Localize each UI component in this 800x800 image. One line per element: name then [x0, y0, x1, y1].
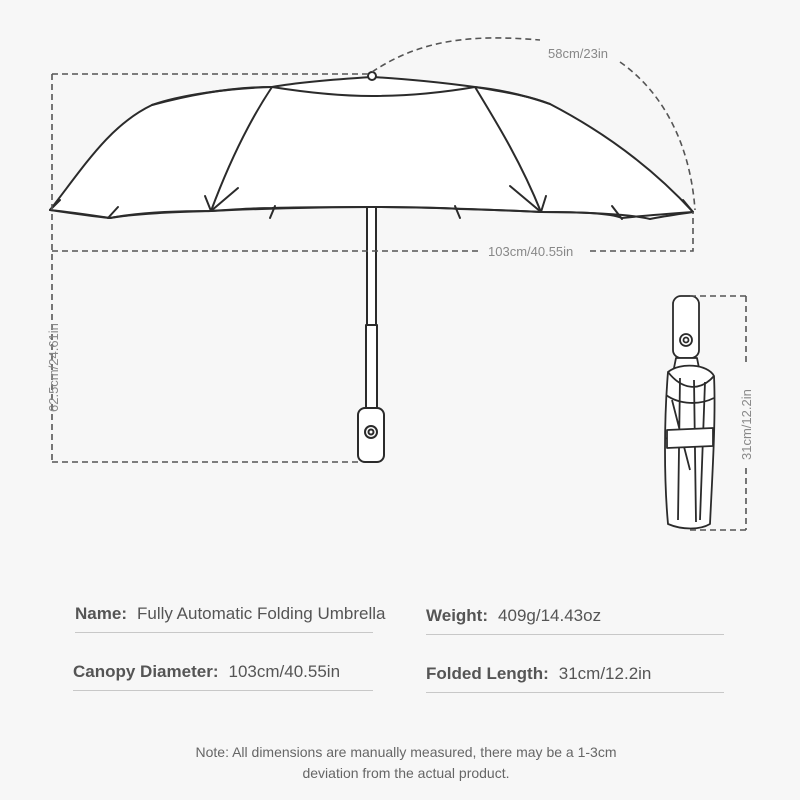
spec-name-row [75, 604, 386, 633]
spec-folded-length-row [426, 664, 724, 693]
spec-folded-length-label: Folded Length: [426, 664, 549, 683]
folded-handle-button-inner [684, 338, 689, 343]
spec-weight-value: 409g/14.43oz [498, 606, 602, 625]
spec-canopy-diameter-row [73, 662, 373, 691]
canopy-outline [50, 77, 693, 219]
note-line-1: Note: All dimensions are manually measured, there may be a 1-3cm [195, 744, 617, 760]
folded-height-label: 31cm/12.2in [739, 389, 754, 460]
folded-umbrella-illustration [665, 296, 715, 529]
spec-canopy-diameter-label: Canopy Diameter: [73, 662, 219, 681]
note-line-2: deviation from the actual product. [302, 765, 510, 781]
umbrella-shaft-lower [366, 325, 377, 410]
measurement-note [150, 742, 662, 784]
spec-name-value: Fully Automatic Folding Umbrella [136, 604, 386, 623]
spec-weight-label: Weight: [426, 606, 489, 625]
arc-length-line [372, 38, 540, 72]
folded-band [667, 428, 713, 448]
spec-name-label: Name: [75, 604, 127, 623]
canopy-top-cap [368, 72, 376, 80]
canopy-width-label: 103cm/40.55in [488, 244, 574, 259]
arc-length-label: 58cm/23in [548, 46, 608, 61]
spec-folded-length-value: 31cm/12.2in [558, 664, 652, 683]
open-umbrella-illustration [50, 72, 693, 462]
spec-weight-row [426, 606, 724, 635]
umbrella-shaft-upper [367, 207, 376, 325]
total-height-label: 62.5cm/24.61in [46, 323, 61, 412]
folded-handle [673, 296, 699, 358]
spec-canopy-diameter-value: 103cm/40.55in [228, 662, 341, 681]
auto-open-button-inner [369, 430, 374, 435]
